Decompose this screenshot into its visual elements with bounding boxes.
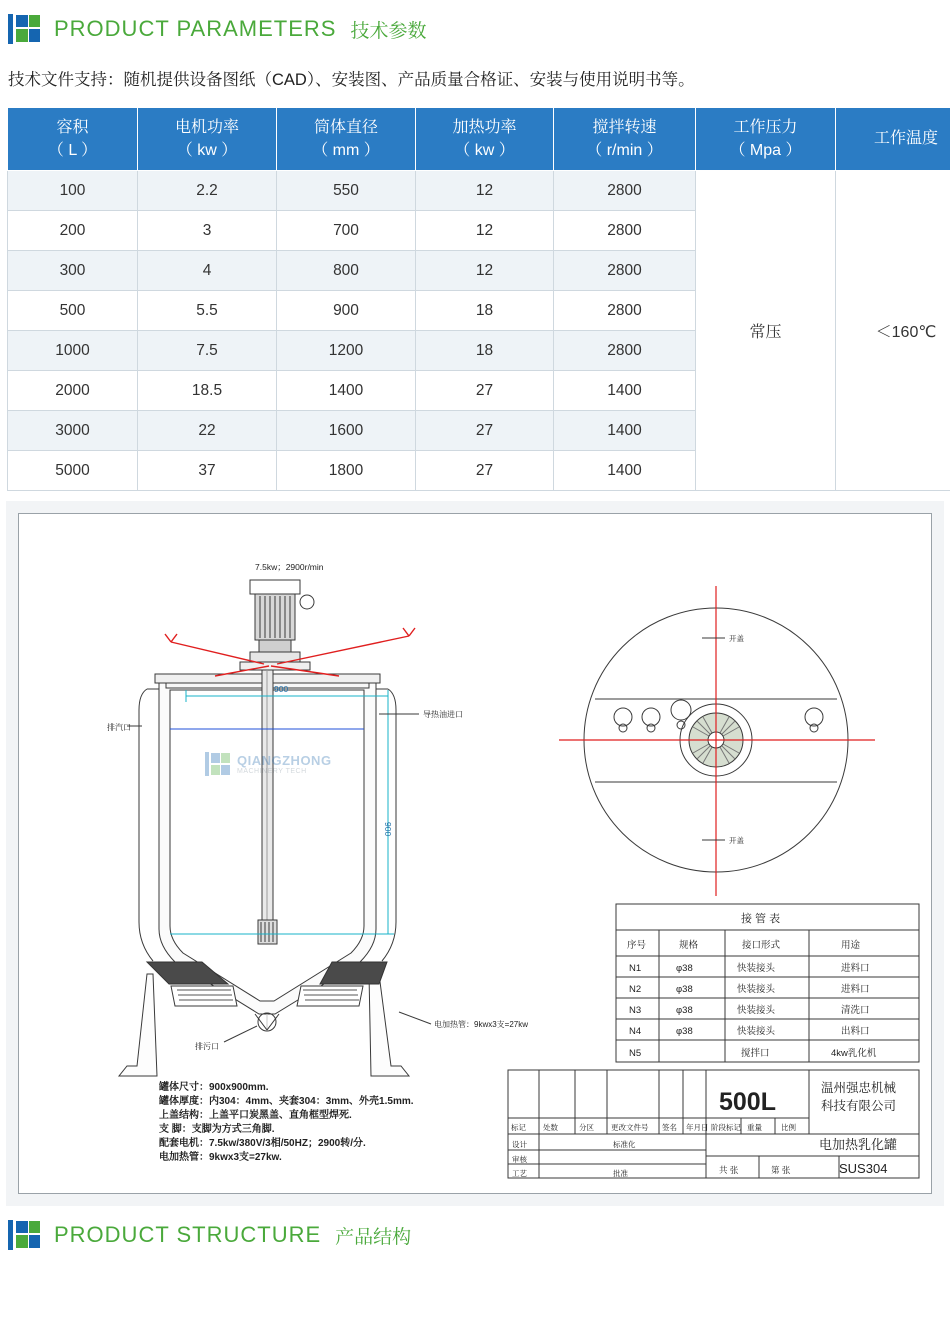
cell-motor-power: 5.5: [138, 291, 277, 331]
footer-title-cn: 产品结构: [335, 1226, 412, 1248]
pipe-cell: N2: [629, 984, 642, 996]
material-label: SUS304: [839, 1161, 888, 1177]
cell-barrel-diameter: 1400: [277, 371, 416, 411]
cell-heating-power: 12: [416, 251, 554, 291]
tb-cell: 重量: [747, 1123, 762, 1133]
tb-cell: 工艺: [512, 1169, 527, 1179]
section-title-cn: 技术参数: [350, 20, 427, 42]
cell-motor-power: 22: [138, 411, 277, 451]
cell-volume: 300: [8, 251, 138, 291]
pipe-cell: N5: [629, 1048, 642, 1060]
cell-stir-speed: 2800: [554, 251, 696, 291]
pipe-cell: 4kw乳化机: [831, 1048, 877, 1060]
drawing-canvas: [18, 513, 932, 1194]
cell-work-pressure: 常压: [696, 171, 836, 491]
cell-work-temperature: ＜160℃: [836, 171, 950, 491]
label-cover-top: 开盖: [729, 634, 744, 644]
pipe-cell: 快装接头: [737, 963, 776, 975]
cell-stir-speed: 2800: [554, 291, 696, 331]
cell-volume: 3000: [8, 411, 138, 451]
label-exhaust: 排汽口: [107, 723, 131, 733]
section-header-parameters: [0, 0, 950, 52]
intro-text: 技术文件支持：随机提供设备图纸（CAD）、安装图、产品质量合格证、安装与使用说明书等。: [8, 71, 695, 89]
spec-line-6: 电加热管：9kwx3支=27kw.: [159, 1152, 282, 1164]
col-heating-power: 加热功率 （ kw ）: [416, 107, 554, 170]
cell-motor-power: 4: [138, 251, 277, 291]
pipe-cell: 快装接头: [737, 1026, 776, 1038]
watermark-line-1: QIANGZHONG: [237, 753, 332, 769]
cell-volume: 5000: [8, 451, 138, 491]
cell-barrel-diameter: 1800: [277, 451, 416, 491]
cell-volume: 1000: [8, 331, 138, 371]
col-work-pressure: 工作压力 （ Mpa ）: [696, 107, 836, 170]
pipe-cell: φ38: [676, 1005, 693, 1017]
spec-line-1: 罐体尺寸：900x900mm.: [159, 1082, 269, 1094]
pipe-th-1: 规格: [679, 940, 699, 952]
pipe-cell: 清洗口: [841, 1005, 870, 1017]
product-name: 电加热乳化罐: [819, 1137, 898, 1153]
cell-motor-power: 18.5: [138, 371, 277, 411]
cell-barrel-diameter: 700: [277, 211, 416, 251]
col-motor-power: 电机功率 （ kw ）: [138, 107, 277, 170]
section-header-structure: [0, 1206, 950, 1258]
cell-volume: 2000: [8, 371, 138, 411]
drawing-svg: [19, 514, 931, 1193]
label-oil-inlet: 导热油进口: [423, 710, 463, 720]
label-drain: 排污口: [195, 1042, 219, 1052]
section-title-en: PRODUCT PARAMETERS: [54, 16, 337, 41]
cell-volume: 100: [8, 171, 138, 211]
cell-stir-speed: 1400: [554, 451, 696, 491]
tb-cell: 比例: [781, 1123, 796, 1133]
cell-barrel-diameter: 800: [277, 251, 416, 291]
pipe-cell: N4: [629, 1026, 642, 1038]
spec-line-5: 配套电机：7.5kw/380V/3相/50HZ；2900转/分.: [159, 1138, 366, 1150]
parameters-table: [7, 107, 950, 491]
col-volume: 容积 （ L ）: [8, 107, 138, 170]
cell-stir-speed: 1400: [554, 411, 696, 451]
pipe-cell: N1: [629, 963, 642, 975]
tb-cell: 处数: [543, 1123, 558, 1133]
tb-cell: 审核: [512, 1155, 527, 1165]
cell-barrel-diameter: 1200: [277, 331, 416, 371]
pipe-th-0: 序号: [627, 940, 647, 952]
pipe-cell: φ38: [676, 963, 693, 975]
cell-motor-power: 7.5: [138, 331, 277, 371]
label-heater: 电加热管：9kwx3支=27kw: [434, 1020, 529, 1030]
spec-line-2: 罐体厚度：内304：4mm、夹套304：3mm、外壳1.5mm.: [159, 1096, 414, 1108]
tb-cell: 标准化: [613, 1140, 636, 1150]
pipe-cell: 进料口: [841, 984, 870, 996]
table-row: [8, 171, 950, 211]
company-line-2: 科技有限公司: [821, 1099, 897, 1114]
cell-motor-power: 37: [138, 451, 277, 491]
tb-cell: 批准: [613, 1169, 628, 1179]
cell-stir-speed: 2800: [554, 331, 696, 371]
col-work-temperature: 工作温度: [836, 107, 950, 170]
cell-heating-power: 27: [416, 371, 554, 411]
pipe-cell: φ38: [676, 1026, 693, 1038]
cell-heating-power: 18: [416, 331, 554, 371]
company-line-1: 温州强忠机械: [821, 1081, 897, 1096]
tb-cell: 第 张: [771, 1165, 791, 1176]
pipe-table-title: 接 管 表: [741, 913, 781, 926]
watermark-logo-icon: [205, 752, 231, 776]
pipe-cell: 进料口: [841, 963, 870, 975]
dim-width: 900: [274, 684, 289, 695]
cell-motor-power: 2.2: [138, 171, 277, 211]
watermark-line-2: MACHINERY TECH: [237, 768, 307, 776]
cell-barrel-diameter: 550: [277, 171, 416, 211]
col-stir-speed: 搅拌转速 （ r/min ）: [554, 107, 696, 170]
brand-squares-icon: [8, 1220, 42, 1250]
cell-heating-power: 27: [416, 451, 554, 491]
tb-cell: 共 张: [719, 1165, 739, 1176]
cell-heating-power: 12: [416, 171, 554, 211]
table-header-row: [8, 107, 950, 170]
motor-spec-label: 7.5kw；2900r/min: [255, 562, 324, 573]
dim-height: 900: [383, 822, 393, 837]
pipe-cell: 出料口: [841, 1026, 870, 1038]
cell-heating-power: 12: [416, 211, 554, 251]
label-cover-bottom: 开盖: [729, 836, 744, 846]
cell-motor-power: 3: [138, 211, 277, 251]
cell-heating-power: 27: [416, 411, 554, 451]
pipe-cell: 快装接头: [737, 984, 776, 996]
tb-cell: 更改文件号: [611, 1123, 649, 1133]
cell-volume: 500: [8, 291, 138, 331]
brand-squares-icon: [8, 14, 42, 44]
pipe-th-2: 接口形式: [742, 940, 781, 952]
tb-cell: 标记: [511, 1123, 526, 1133]
cell-barrel-diameter: 1600: [277, 411, 416, 451]
pipe-cell: φ38: [676, 984, 693, 996]
tb-cell: 分区: [579, 1123, 594, 1133]
spec-line-4: 支 脚：支脚为方式三角脚.: [159, 1124, 275, 1136]
pipe-cell: 搅拌口: [741, 1048, 770, 1060]
pipe-cell: 快装接头: [737, 1005, 776, 1017]
technical-drawing-panel: [6, 501, 944, 1206]
cell-heating-power: 18: [416, 291, 554, 331]
cell-stir-speed: 2800: [554, 211, 696, 251]
cell-stir-speed: 1400: [554, 371, 696, 411]
cell-volume: 200: [8, 211, 138, 251]
title-block-size: 500L: [719, 1088, 776, 1117]
pipe-th-3: 用途: [841, 940, 861, 952]
col-barrel-diameter: 筒体直径 （ mm ）: [277, 107, 416, 170]
cell-barrel-diameter: 900: [277, 291, 416, 331]
footer-title-en: PRODUCT STRUCTURE: [54, 1222, 322, 1248]
cell-stir-speed: 2800: [554, 171, 696, 211]
pipe-cell: N3: [629, 1005, 642, 1017]
tb-cell: 签名: [662, 1123, 677, 1133]
tb-cell: 设计: [512, 1140, 527, 1150]
tb-cell: 阶段标记: [711, 1123, 741, 1133]
spec-line-3: 上盖结构：上盖平口炭黑盖、直角框型焊死.: [159, 1110, 352, 1122]
watermark: [205, 752, 332, 776]
tb-cell: 年月日: [686, 1123, 709, 1133]
